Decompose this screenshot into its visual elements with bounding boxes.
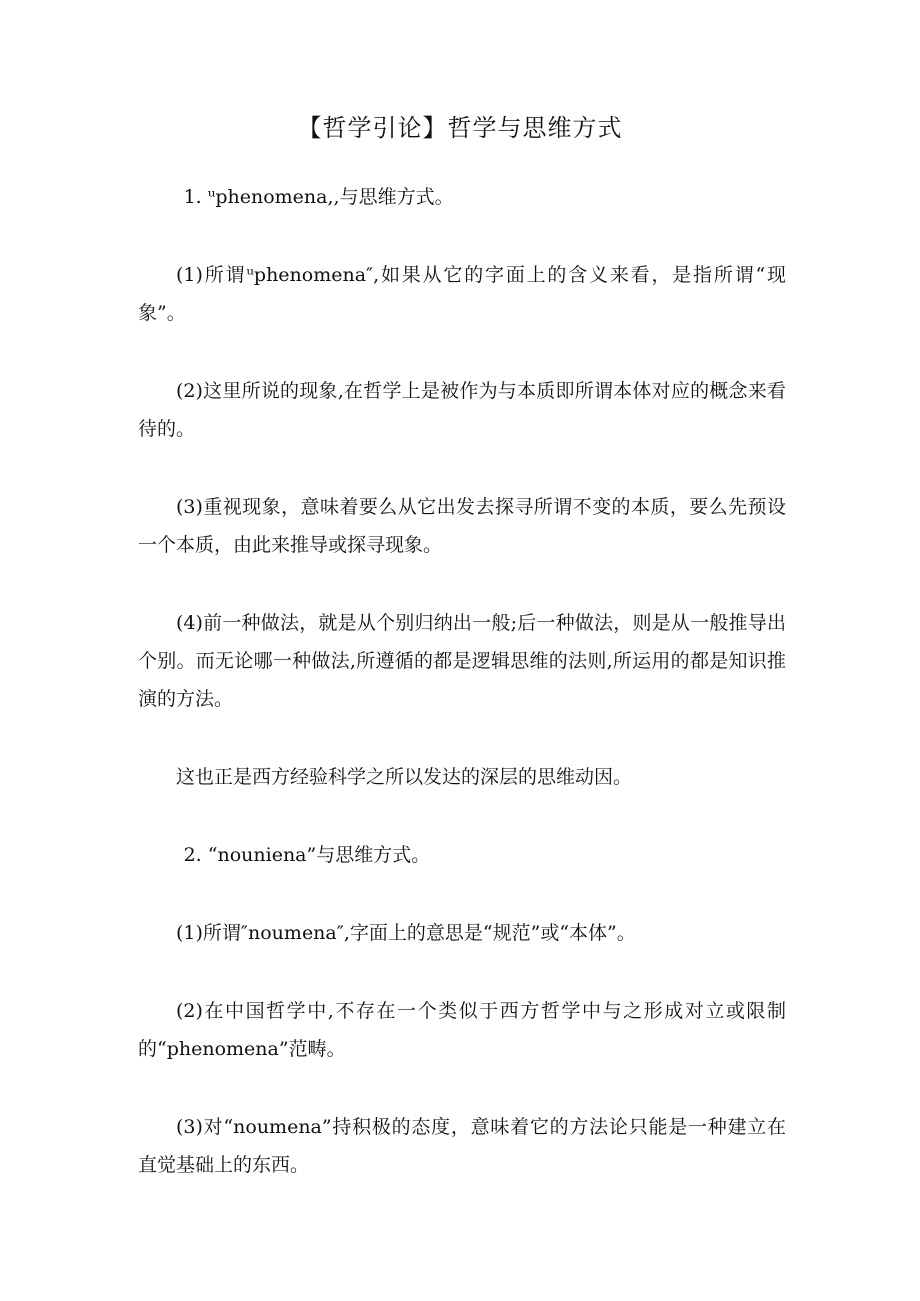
- paragraph: 这也正是西方经验科学之所以发达的深层的思维动因。: [176, 766, 633, 788]
- paragraph: (1)所谓″noumena″,字面上的意思是“规范”或“本体”。: [176, 922, 636, 944]
- section-heading-1: 1. ᵘphenomena,,与思维方式。: [183, 186, 454, 208]
- document-body: [138, 178, 786, 1224]
- paragraph: (2)在中国哲学中,不存在一个类似于西方哲学中与之形成对立或限制的“phenomena”范畴。: [138, 1000, 786, 1060]
- paragraph: (3)对“noumena”持积极的态度，意味着它的方法论只能是一种建立在直觉基础上的东西。: [138, 1116, 786, 1176]
- document-title: 【哲学引论】哲学与思维方式: [297, 114, 623, 142]
- section-heading-2: 2. “nouniena”与思维方式。: [183, 844, 431, 866]
- paragraph: (4)前一种做法，就是从个别归纳出一般;后一种做法，则是从一般推导出个别。而无论哪一种做法,所遵循的都是逻辑思维的法则,所运用的都是知识推演的方法。: [138, 612, 786, 710]
- paragraph: (3)重视现象，意味着要么从它出发去探寻所谓不变的本质，要么先预设一个本质，由此来推导或探寻现象。: [138, 496, 786, 556]
- paragraph: (1)所谓ᵘphenomena″,如果从它的字面上的含义来看，是指所谓“现象”。: [138, 264, 786, 324]
- paragraph: (2)这里所说的现象,在哲学上是被作为与本质即所谓本体对应的概念来看待的。: [138, 380, 786, 440]
